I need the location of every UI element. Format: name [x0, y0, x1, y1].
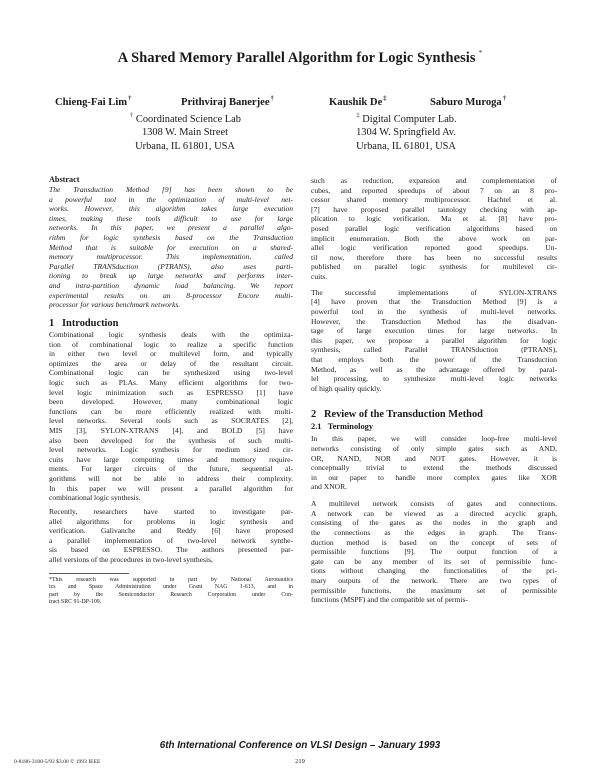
left-column: [49, 175, 293, 607]
section-heading-transduction: 2 Review of the Transduction Method: [311, 409, 483, 421]
introduction-paragraph: Recently, researchers have started to investigate par- allel algorithms for problems in logic synthesis and verification. Galivanche and Reddy [6] have proposed a parallel implementation of two-level network synthe- sis based on ESPRESSO. The authors presented par- allel versions of the procedures in two-level synthesis,: [49, 506, 293, 564]
author-name: Kaushik De‡: [329, 95, 387, 108]
footnote-rule: [49, 573, 129, 574]
terminology-paragraph: A multilevel network consists of gates and connections. A network can be viewed as a directed acyclic graph, consisting of the gates as the nodes in the graph and the connections as the edges in graph. The Trans- duction method is based on the concept of sets of permissible functions [9]. The output function of a gate can be any member of its set of permissible func- tions without changing the functionalities of the pri- mary outputs of the network. There are two types of permissible functions, the maximum set of permissible functions (MSPF) and the compatible set of permis-: [311, 499, 557, 605]
copyright-line: 0-8186-3180-5/93 $3.00 © 1993 IEEE: [14, 759, 101, 765]
section-heading-introduction: 1 Introduction: [49, 317, 119, 329]
author-name: Prithviraj Banerjee†: [181, 95, 274, 108]
introduction-paragraph: such as reduction, expansion and complementation of cubes, and reported speedups of about 7 on an 8 pro- cessor shared memory multiprocessor. Hachtel et al. [7] have proposed parallel tautology checking with ap- plication to logic verification. Ma et al. [8] have pro- posed parallel logic verification algorithms based on implicit enumeration. Both the above work on par- allel logic verification reported good speedups. Un- til now, therefore there has been no successful results published on parallel logic synthesis for multilevel cir- cuits.: [311, 176, 557, 282]
page-number: 219: [295, 758, 305, 765]
paper-title: A Shared Memory Parallel Algorithm for Logic Synthesis *: [117, 49, 483, 66]
affiliation-csl: † Coordinated Science Lab 1308 W. Main Street Urbana, IL 61801, USA: [130, 112, 241, 152]
footnote: *This research was supported in part by National Aeronautics ics and Space Administration under Grant NAG 1-613, and in part by the Semiconductor Research Corporation under Con- tract SRC 91-DP-109.: [49, 576, 293, 606]
introduction-paragraph: The successful implementations of SYLON-XTRANS [4] have proven that the Transduction Method [9] is a powerful tool in the synthesis of multi-level networks. However, the Transduction Method has the disadvan- tage of large execution times for large networks. In this paper, we propose a parallel algorithm for logic synthesis, called Parallel TRANSduction (PTRANS), that employs both the power of the Transduction Method, as well as the advantage offered by paral- lel processing, to synthesize multi-level logic networks of high quality quickly.: [311, 287, 557, 393]
title-footnote-mark: *: [478, 49, 483, 57]
affiliation-dcl: ‡ Digital Computer Lab. 1304 W. Springfield Av. Urbana, IL 61801, USA: [356, 112, 457, 152]
right-column: [311, 176, 557, 605]
introduction-paragraph: Combinational logic synthesis deals with the optimiza- tion of combinational logic to realize a specific function in either two level or multilevel form, and typically optimizes the area or delay of the resultant circuit. Combinational logic can be synthesized using two-level logic such as PLAs. Many efficient algorithms for two- level logic minimization such as ESPRESSO [1] have been developed. However, many combinational logic functions can be more efficiently realized with multi- level networks. Several tools such as SOCRATES [2], MIS [3], SYLON-XTRANS [4], and BOLD [5] have also been developed for the synthesis of such multi- level networks. Logic synthesis for medium sized cir- cuits have large computing times and memory require- ments. For larger circuits of the future, sequential al- gorithms will not be able to address their complexity. In this paper we will present a parallel algorithm for combinational logic synthesis.: [49, 329, 293, 503]
subsection-heading-terminology: 2.1 Terminology: [311, 422, 374, 432]
author-name: Chieng-Fai Lim†: [55, 95, 132, 108]
conference-footer: 6th International Conference on VLSI Design – January 1993: [159, 740, 441, 751]
terminology-paragraph: In this paper, we will consider loop-free multi-level networks consisting of only simple gates such as AND, OR, NAND, NOR and NOT gates. However, it is conceptually trivial to extend the methods discussed in our paper to handle more complex gates like XOR and XNOR.: [311, 434, 557, 492]
abstract-heading: Abstract: [49, 175, 80, 184]
abstract-text: The Transduction Method [9] has been shown to be a powerful tool in the optimization of multi-level net- works. However, this algorithm takes large execution times, making these tools difficult to use for large networks. In this paper, we present a parallel algo- rithm for logic synthesis based on the Transduction Method that is suitable for execution on a shared- memory multiprocessor. This implementation, called Parallel TRANSduction (PTRANS), also uses parti- tioning to break up large networks and performs inter- and intra-partition dynamic load balancing. We report experimental results on an 8-processor Encore multi- processor for various benchmark networks.: [49, 185, 293, 310]
author-name: Saburo Muroga†: [430, 95, 506, 108]
